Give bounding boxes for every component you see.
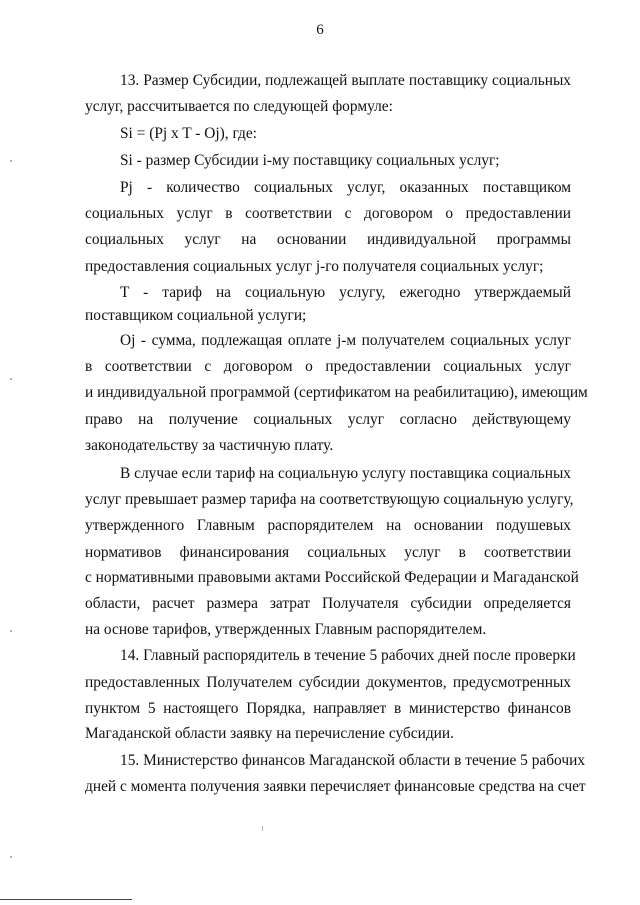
- text-line: право на получение социальных услуг согласно действующему: [85, 411, 571, 428]
- text-line: 13. Размер Субсидии, подлежащей выплате поставщику социальных: [120, 72, 571, 89]
- text-line: пунктом 5 настоящего Порядка, направляет в министерство финансов: [85, 700, 571, 717]
- text-line: Pj - количество социальных услуг, оказанных поставщиком: [120, 179, 571, 196]
- text-line: Oj - сумма, подлежащая оплате j-м получателем социальных услуг: [120, 332, 571, 349]
- text-line: на основе тарифов, утвержденных Главным распорядителем.: [85, 621, 487, 638]
- text-line: Si = (Pj x T - Oj), где:: [120, 125, 257, 142]
- text-line: области, расчет размера затрат Получателя субсидии определяется: [85, 595, 571, 612]
- text-line: В случае если тариф на социальную услугу поставщика социальных: [120, 465, 571, 482]
- text-line: поставщиком социальной услуги;: [85, 307, 307, 324]
- text-line: социальных услуг на основании индивидуальной программы: [85, 231, 571, 248]
- scan-speck: [262, 826, 263, 831]
- text-line: Магаданской области заявку на перечисление субсидии.: [85, 725, 454, 742]
- text-line: 14. Главный распорядитель в течение 5 рабочих дней после проверки: [120, 647, 576, 664]
- text-line: и индивидуальной программой (сертификатом на реабилитацию), имеющим: [85, 384, 588, 401]
- margin-mark: [10, 856, 12, 858]
- text-line: 15. Министерство финансов Магаданской области в течение 5 рабочих: [120, 752, 586, 769]
- page-number: 6: [316, 22, 324, 38]
- text-line: предоставленных Получателем субсидии документов, предусмотренных: [85, 674, 571, 691]
- text-line: законодательству за частичную плату.: [85, 437, 334, 454]
- text-line: T - тариф на социальную услугу, ежегодно утверждаемый: [120, 284, 571, 301]
- text-line: нормативов финансирования социальных услуг в соответствии: [85, 544, 571, 561]
- text-line: утвержденного Главным распорядителем на основании подушевых: [85, 517, 571, 534]
- text-line: предоставления социальных услуг j-го получателя социальных услуг;: [85, 258, 544, 275]
- footer-rule: [0, 899, 132, 900]
- margin-mark: [10, 378, 12, 380]
- text-line: с нормативными правовыми актами Российской Федерации и Магаданской: [85, 569, 579, 586]
- text-line: в соответствии с договором о предоставлении социальных услуг: [85, 358, 571, 375]
- text-line: услуг превышает размер тарифа на соответствующую социальную услугу,: [85, 491, 574, 508]
- margin-mark: [10, 160, 12, 162]
- margin-mark: [10, 630, 12, 632]
- text-line: услуг, рассчитывается по следующей формуле:: [85, 98, 393, 115]
- text-line: Si - размер Субсидии i-му поставщику социальных услуг;: [120, 152, 500, 169]
- text-line: социальных услуг в соответствии с договором о предоставлении: [85, 205, 571, 222]
- text-line: дней с момента получения заявки перечисляет финансовые средства на счет: [85, 778, 586, 795]
